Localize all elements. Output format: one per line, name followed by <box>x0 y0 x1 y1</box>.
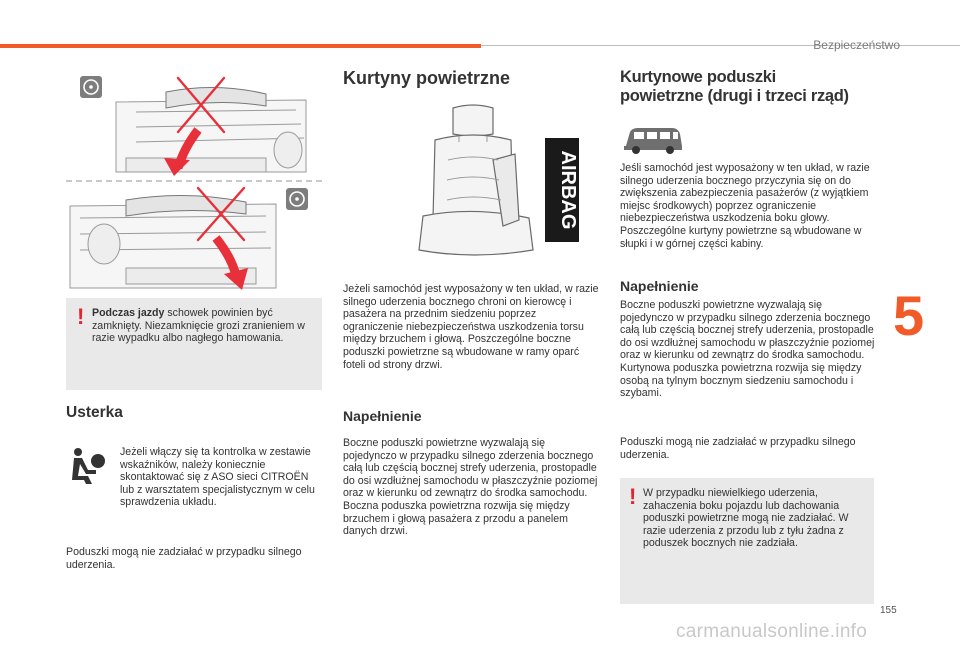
minivan-icon <box>620 124 686 156</box>
rear-curtain-heading: Kurtynowe poduszki powietrzne (drugi i trzeci rząd) <box>620 68 849 105</box>
inflation-heading-col3: Napełnienie <box>620 278 699 294</box>
warning-text-curtain: W przypadku niewielkiego uderzenia, zahaczenia boku pojazdu lub dachowania poduszki powietrzne mogą nie zadziałać. W razie uderzenia z przodu lub z tyłu żadna z poduszek bocznych nie zadziała. <box>643 487 849 550</box>
page-number: 155 <box>880 605 897 616</box>
glovebox-illustration-bottom <box>66 184 322 292</box>
airbag-warning-lamp-icon <box>66 446 110 486</box>
fault-heading: Usterka <box>66 404 123 421</box>
rear-curtain-intro: Jeśli samochód jest wyposażony w ten układ, w razie silnego uderzenia bocznego przyczynia się on do zwiększenia zabezpieczenia pasażerów (z wyjątkiem miejsc środkowych) poprzez ograniczenie niebezpieczeństwa uszkodzenia boku głowy. Poszczególne kurtyny powietrzne są wbudowane w słupki i w górnej części kabiny. <box>620 162 870 250</box>
inflation-heading-col2: Napełnienie <box>343 408 422 424</box>
warning-text-glovebox: Podczas jazdy schowek powinien być zamknięty. Niezamknięcie grozi zranieniem w razie wypadku albo nagłego hamowania. <box>92 307 305 345</box>
seat-airbag-illustration <box>343 100 599 268</box>
steering-wheel-icon <box>80 76 102 98</box>
warning-exclamation-icon: ! <box>629 484 637 509</box>
steering-wheel-icon <box>286 188 308 210</box>
fault-text: Jeżeli włączy się ta kontrolka w zestawie wskaźników, należy koniecznie skontaktować się z ASO sieci CITROËN lub z warsztatem specjalistycznym w celu sprawdzenia układu. <box>120 446 315 509</box>
inflation-text-col2: Boczne poduszki powietrzne wyzwalają się pojedynczo w przypadku silnego zderzenia bocznego całą lub częścią bocznej strefy uderzenia, prostopadle do osi wzdłużnej samochodu w płaszczyźnie poziomej oraz w kierunku od zewnątrz do środka samochodu. Boczna poduszka powietrzna rozwija się między brzuchem i głową pasażera z przodu a panelem danych drzwi. <box>343 437 598 538</box>
curtain-airbags-intro: Jeżeli samochód jest wyposażony w ten układ, w razie silnego uderzenia bocznego chroni on kierowcę i pasażera na przednim siedzeniu poprzez ograniczenie niebezpieczeństwa uszkodzenia torsu między brzuchem i głową. Poszczególne boczne poduszki powietrzne są wbudowane w ramy oparć foteli od strony drzwi. <box>343 283 599 371</box>
glovebox-illustration-top <box>66 72 322 178</box>
chapter-number: 5 <box>893 284 925 347</box>
col1-bottom-text: Poduszki mogą nie zadziałać w przypadku silnego uderzenia. <box>66 546 302 571</box>
airbag-label: AIRBAG <box>557 150 579 230</box>
header-accent-bar <box>0 44 481 48</box>
illustration-divider <box>66 180 322 182</box>
inflation-text-col3: Boczne poduszki powietrzne wyzwalają się pojedynczo w przypadku silnego zderzenia bocznego całą lub częścią bocznej strefy uderzenia, prostopadle do osi wzdłużnej samochodu w płaszczyźnie poziomej oraz w kierunku od zewnątrz do środka samochodu. Kurtynowa poduszka powietrzna rozwija się między osobą na tylnym bocznym siedzeniu samochodu i szybami. <box>620 299 875 400</box>
section-title: Bezpieczeństwo <box>813 38 900 52</box>
curtain-airbags-heading: Kurtyny powietrzne <box>343 68 511 88</box>
watermark: carmanualsonline.info <box>676 621 868 642</box>
warning-exclamation-icon: ! <box>77 304 85 329</box>
col3-after-text: Poduszki mogą nie zadziałać w przypadku silnego uderzenia. <box>620 436 856 461</box>
